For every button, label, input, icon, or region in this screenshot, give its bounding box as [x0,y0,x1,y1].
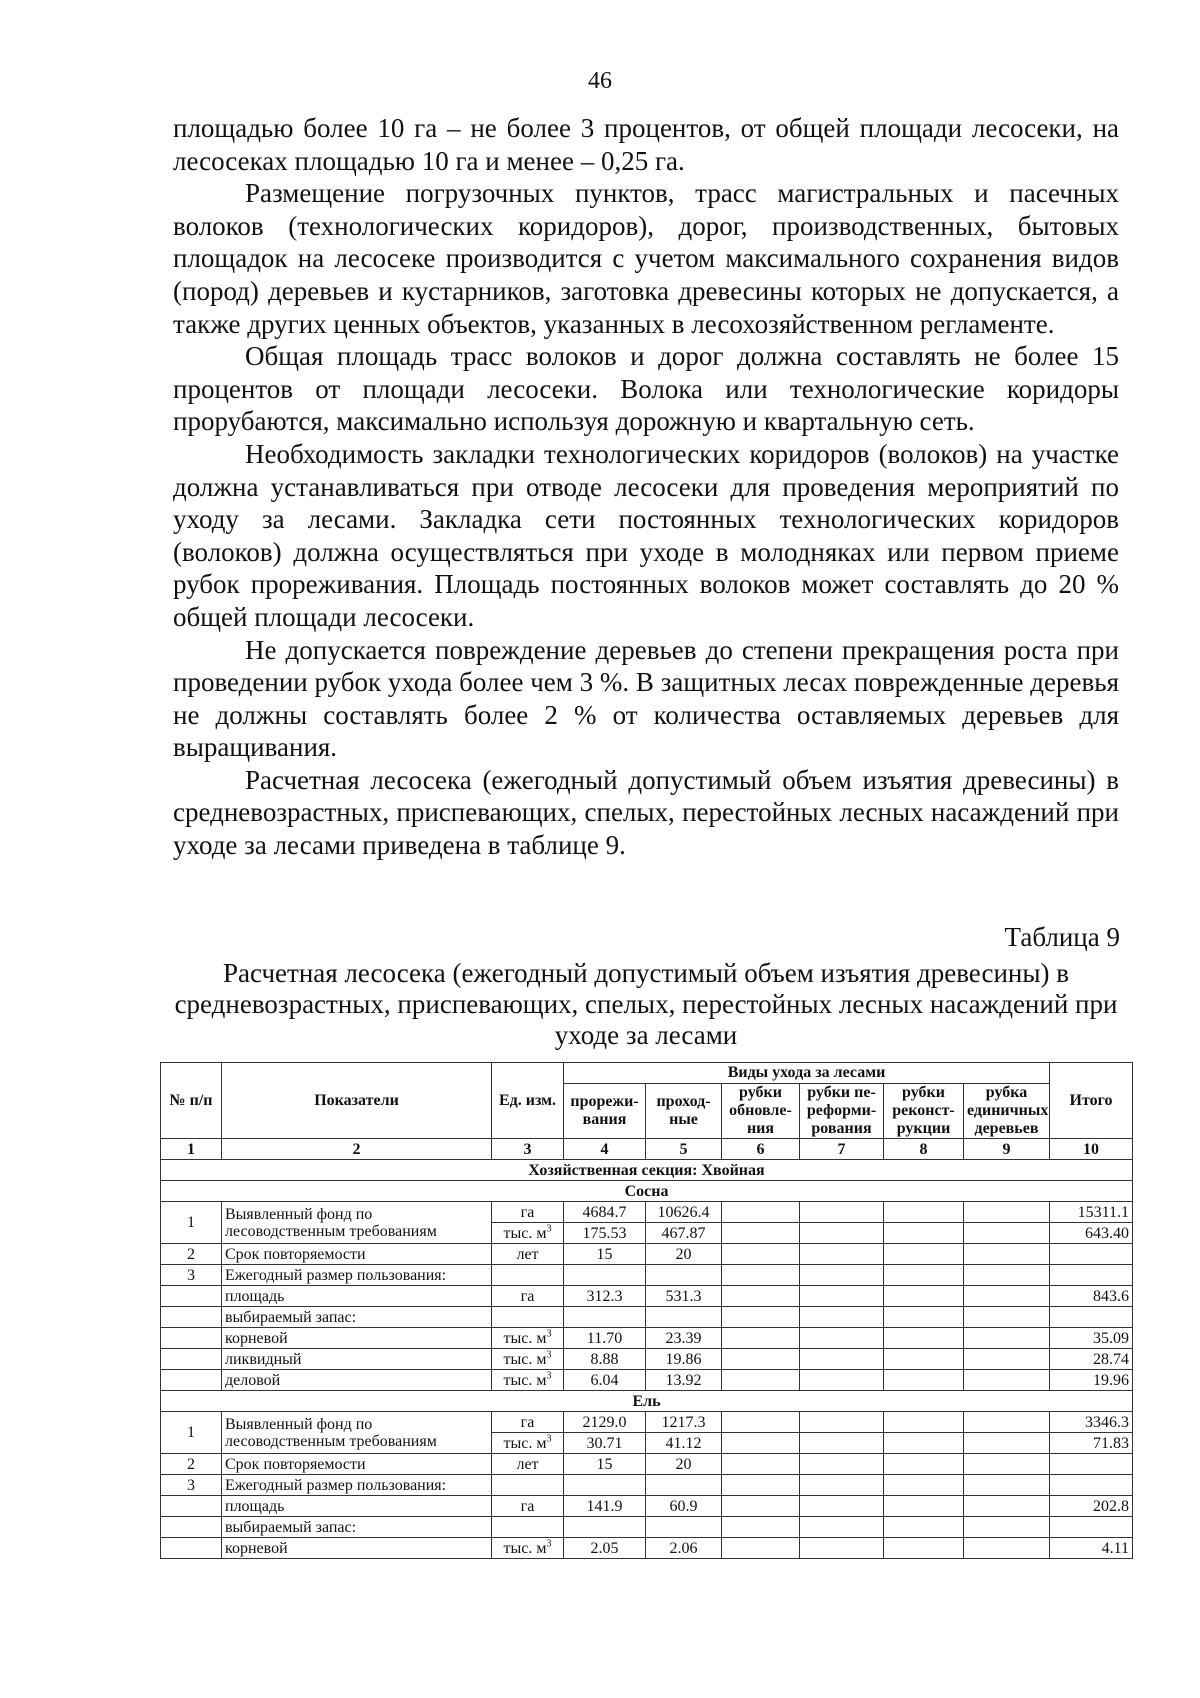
value-cell: 531.3 [646,1286,722,1307]
species-name: Сосна [161,1181,1133,1202]
row-number: 1 [161,1202,222,1244]
col-number: 7 [800,1139,884,1160]
value-cell: 60.9 [646,1496,722,1517]
section-row [161,1160,1133,1181]
header-passing: проход-ные [646,1084,722,1139]
paragraph: Необходимость закладки технологических коридоров (волоков) на участке должна устанавливаться при отводе лесосеки для проведения мероприятий по уходу за лесами. Закладка сети постоянных технологических коридоров (волоков) должна осуществляться при уходе в молодняках или первом приеме рубок прореживания. Площадь постоянных волоков может составлять до 20 % общей площади лесосеки. [173,438,1119,632]
paragraph: Не допускается повреждение деревьев до степени прекращения роста при проведении рубок ухода более чем 3 %. В защитных лесах поврежденные деревья не должны составлять более 2 % от количества оставляемых деревьев для выращивания. [173,634,1119,763]
value-cell: 4684.7 [564,1202,646,1223]
value-cell: 19.86 [646,1349,722,1370]
species-name: Ель [161,1391,1133,1412]
row-label: Ежегодный размер пользования: [222,1265,492,1286]
value-cell: 141.9 [564,1496,646,1517]
header-num: № п/п [161,1063,222,1139]
col-number: 10 [1050,1139,1133,1160]
table-row [161,1412,1133,1433]
unit-cell: тыс. $м^3$ [492,1223,564,1244]
unit-cell: тыс. $м^3$ [492,1370,564,1391]
table-row [161,1202,1133,1223]
row-label: Срок повторяемости [222,1454,492,1475]
paragraph: Размещение погрузочных пунктов, трасс магистральных и пасечных волоков (технологических коридоров), дорог, производственных, бытовых площадок на лесосеке производится с учетом максимального сохранения видов (пород) деревьев и кустарников, заготовка древесины которых не допускается, а также других ценных объектов, указанных в лесохозяйственном регламенте. [173,178,1119,339]
row-label: корневой [222,1328,492,1349]
value-cell: 2.05 [564,1538,646,1559]
unit-cell: тыс. $м^3$ [492,1433,564,1454]
table-row [161,1454,1133,1475]
row-label: Выявленный фонд по лесоводственным требованиям [222,1412,492,1454]
value-cell: 2.06 [646,1538,722,1559]
header-thinning: прорежи-вания [564,1084,646,1139]
value-cell: 41.12 [646,1433,722,1454]
page-number: 46 [588,68,612,94]
value-cell: 11.70 [564,1328,646,1349]
unit-cell: га [492,1412,564,1433]
value-cell: 2129.0 [564,1412,646,1433]
section-title: Хозяйственная секция: Хвойная [161,1160,1133,1181]
total-cell: 643.40 [1050,1223,1133,1244]
unit-cell: га [492,1496,564,1517]
table-row [161,1307,1133,1328]
unit-cell: лет [492,1454,564,1475]
row-label: деловой [222,1370,492,1391]
allowable-cut-table [160,1062,1133,1559]
row-label: выбираемый запас: [222,1307,492,1328]
paragraph: Расчетная лесосека (ежегодный допустимый объем изъятия древесины) в средневозрастных, приспевающих, спелых, перестойных лесных насаждений при уходе за лесами приведена в таблице 9. [173,764,1119,861]
total-cell: 35.09 [1050,1328,1133,1349]
header-unit: Ед. изм. [492,1063,564,1139]
header-total: Итого [1050,1063,1133,1139]
col-number: 4 [564,1139,646,1160]
header-reform: рубки пе-реформи-рования [800,1084,884,1139]
value-cell: 6.04 [564,1370,646,1391]
table-row [161,1538,1133,1559]
species-row [161,1391,1133,1412]
total-cell: 843.6 [1050,1286,1133,1307]
column-number-row [161,1139,1133,1160]
table-row [161,1328,1133,1349]
col-number: 6 [722,1139,800,1160]
total-cell: 202.8 [1050,1496,1133,1517]
unit-cell: лет [492,1244,564,1265]
value-cell: 15 [564,1244,646,1265]
row-label: площадь [222,1286,492,1307]
total-cell: 71.83 [1050,1433,1133,1454]
col-number: 1 [161,1139,222,1160]
value-cell: 13.92 [646,1370,722,1391]
value-cell: 8.88 [564,1349,646,1370]
col-number: 9 [964,1139,1050,1160]
paragraph: Общая площадь трасс волоков и дорог должна составлять не более 15 процентов от площади лесосеки. Волока или технологические коридоры прорубаются, максимально используя дорожную и квартальную сеть. [173,341,1119,437]
table-label: Таблица 9 [1004,922,1120,952]
value-cell: 23.39 [646,1328,722,1349]
unit-cell: га [492,1202,564,1223]
table-row [161,1370,1133,1391]
col-number: 8 [884,1139,964,1160]
header-group: Виды ухода за лесами [564,1063,1050,1084]
row-number: 3 [161,1265,222,1286]
total-cell: 28.74 [1050,1349,1133,1370]
table-row [161,1349,1133,1370]
col-number: 3 [492,1139,564,1160]
value-cell: 15 [564,1454,646,1475]
header-renewal: рубки обновле-ния [722,1084,800,1139]
table-row [161,1475,1133,1496]
value-cell: 20 [646,1454,722,1475]
value-cell: 312.3 [564,1286,646,1307]
paragraph: площадью более 10 га – не более 3 процентов, от общей площади лесосеки, на лесосеках площадью 10 га и менее – 0,25 га. [173,113,1119,176]
table-row [161,1265,1133,1286]
row-label: площадь [222,1496,492,1517]
total-cell: 4.11 [1050,1538,1133,1559]
total-cell: 19.96 [1050,1370,1133,1391]
col-number: 2 [222,1139,492,1160]
row-number: 2 [161,1244,222,1265]
row-label: Срок повторяемости [222,1244,492,1265]
value-cell: 467.87 [646,1223,722,1244]
table-row [161,1244,1133,1265]
table-title: Расчетная лесосека (ежегодный допустимый объем изъятия древесины) в средневозрастных, приспевающих, спелых, перестойных лесных насаждений при уходе за лесами [174,958,1118,1050]
row-number: 1 [161,1412,222,1454]
unit-cell: тыс. $м^3$ [492,1328,564,1349]
row-label: Выявленный фонд по лесоводственным требованиям [222,1202,492,1244]
total-cell: 15311.1 [1050,1202,1133,1223]
value-cell: 20 [646,1244,722,1265]
row-label: выбираемый запас: [222,1517,492,1538]
table-row [161,1286,1133,1307]
header-reconstruction: рубки реконст-рукции [884,1084,964,1139]
row-label: корневой [222,1538,492,1559]
table-row [161,1496,1133,1517]
row-number: 2 [161,1454,222,1475]
value-cell: 10626.4 [646,1202,722,1223]
unit-cell: га [492,1286,564,1307]
row-number: 3 [161,1475,222,1496]
value-cell: 1217.3 [646,1412,722,1433]
body-text [173,112,1119,862]
species-row [161,1181,1133,1202]
row-label: Ежегодный размер пользования: [222,1475,492,1496]
unit-cell: тыс. $м^3$ [492,1349,564,1370]
total-cell: 3346.3 [1050,1412,1133,1433]
value-cell: 30.71 [564,1433,646,1454]
row-label: ликвидный [222,1349,492,1370]
header-single-trees: рубка единичных деревьев [964,1084,1050,1139]
col-number: 5 [646,1139,722,1160]
table-row [161,1517,1133,1538]
header-indicator: Показатели [222,1063,492,1139]
unit-cell: тыс. $м^3$ [492,1538,564,1559]
value-cell: 175.53 [564,1223,646,1244]
